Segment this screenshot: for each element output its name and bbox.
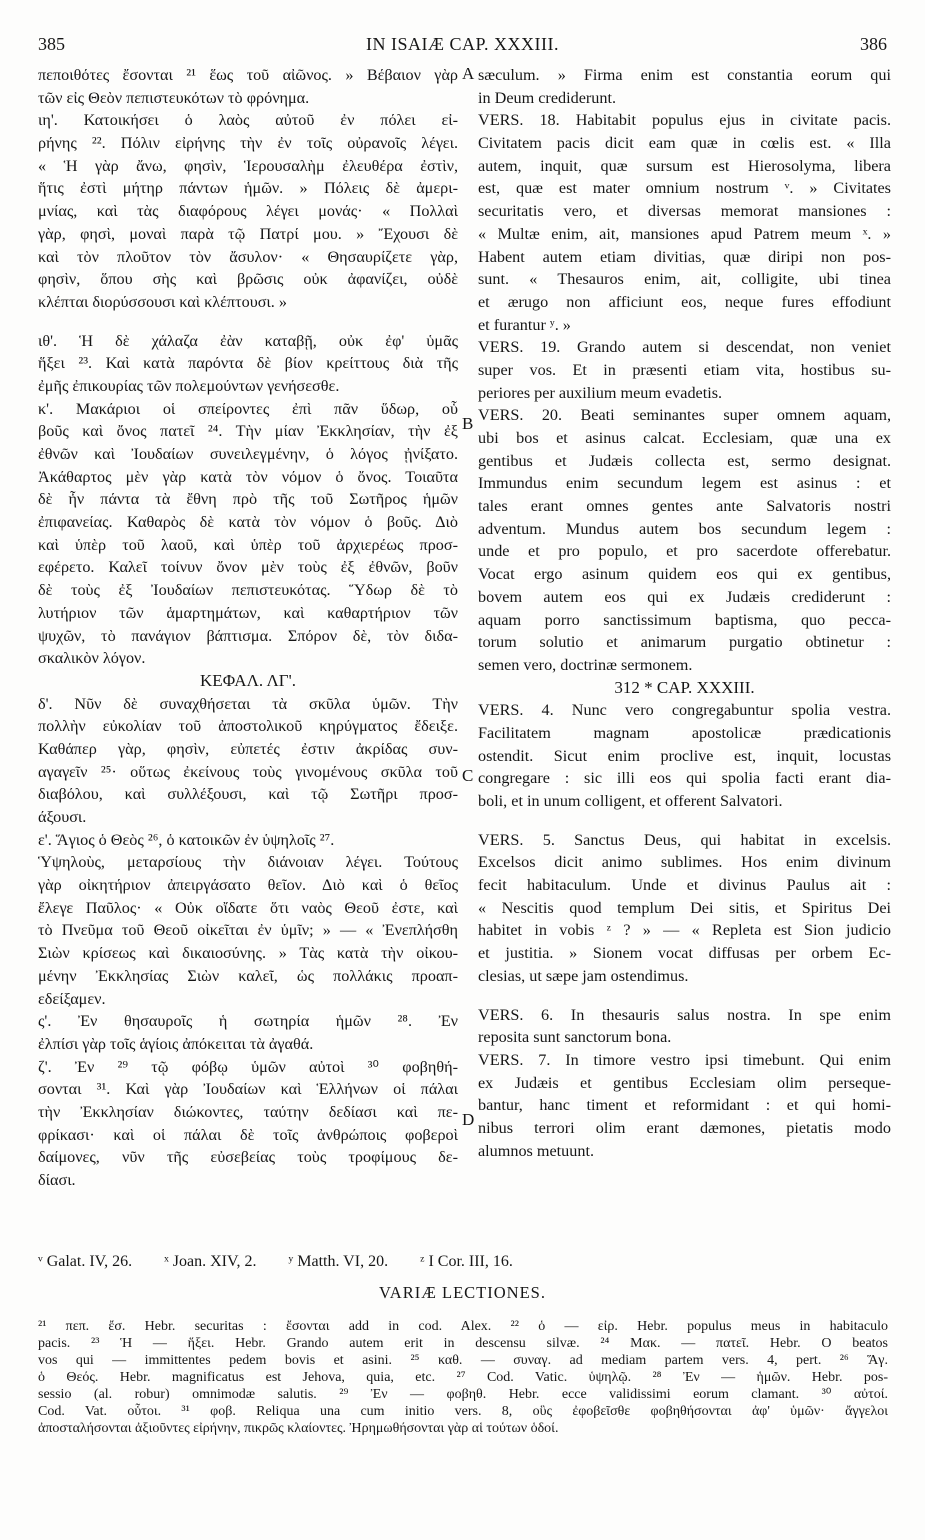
greek-text-line: φησὶν, ὅπου σὴς καὶ βρῶσις οὐκ ἀφανίζει, οὐδὲ	[38, 270, 458, 289]
greek-text-line: ἥτις ἐστὶ μήτηρ πάντων ἡμῶν. » Πόλεις δὲ ἀμερι-	[38, 179, 458, 198]
latin-text-line: VERS. 19. Grando autem si descendat, non veniet	[478, 338, 891, 357]
greek-text-line: μνίας, καὶ τὰς διαφόρους λέγει μονάς· « Πολλαὶ	[38, 202, 458, 221]
variae-lectiones-title: VARIÆ LECTIONES.	[379, 1283, 546, 1302]
latin-text-line: VERS. 5. Sanctus Deus, qui habitat in excelsis.	[478, 830, 891, 849]
greek-text-line: τῶν εἰς Θεὸν πεπιστευκότων τὸ φρόνημα.	[38, 88, 310, 107]
greek-text-line: ρήνης ²². Πόλιν εἰρήνης τὴν ἐν τοῖς οὐρανοῖς λέγει.	[38, 134, 458, 153]
latin-text-line: ex Judæis et gentibus Ecclesiam olim perseque-	[478, 1073, 891, 1092]
latin-text-line: bantur, hanc timent et reformidant : et qui homi-	[478, 1096, 891, 1115]
latin-text-line: reposita sunt sanctorum bona.	[478, 1028, 672, 1047]
latin-text-line: boli, et in unum colligent, et offerent Salvatori.	[478, 792, 783, 810]
greek-text-line: δαίμονες, νῦν τῆς εὐσεβείας τοὺς τροφίμους δε-	[38, 1148, 458, 1167]
latin-text-line: bovem autem eos qui ex Judæis crediderunt :	[478, 587, 891, 606]
latin-text-line: est, quæ est mater omnium nostrum ᵛ. » Civitates	[478, 179, 891, 198]
margin-marker-c: C	[462, 766, 474, 785]
margin-marker-d: D	[462, 1110, 475, 1129]
latin-text-line: nibus terrori olim erant dæmones, pietatis modo	[478, 1118, 891, 1137]
latin-text-line: sunt. « Thesauros enim, ait, colligite, ubi tinea	[478, 270, 891, 289]
greek-text-line: ς'. Ἐν θησαυροῖς ἡ σωτηρία ἡμῶν ²⁸. Ἐν	[38, 1012, 458, 1031]
latin-text-line: gentibus et Judæis collecta est, sermo designat.	[478, 451, 891, 470]
latin-text-line: Facilitatem magnam apostolicæ prædicationis	[478, 723, 891, 742]
greek-text-line: Ὑψηλοὺς, μεταρσίους τὴν διάνοιαν λέγει. Τούτους	[38, 853, 458, 872]
greek-text-line: καὶ ὑπὲρ τοῦ λαοῦ, καὶ ὑπὲρ τοῦ ἀρχιερέως προσ-	[38, 535, 458, 554]
latin-text-line: ubi bos et asinus calcat. Ecclesiam, quæ una ex	[478, 429, 891, 447]
cross-reference: ʸ Matth. VI, 20.	[288, 1253, 389, 1270]
greek-text-line: τὸ Πνεῦμα τοῦ Θεοῦ οἰκεῖται ἐν ὑμῖν; » — « Ἐνεπλήσθη	[38, 921, 458, 940]
greek-text-line: εδείξαμεν.	[38, 989, 106, 1008]
latin-text-line: sæculum. » Firma enim est constantia eorum qui	[478, 66, 891, 84]
paragraph-gap	[478, 813, 891, 829]
latin-text-line: fecit habitaculum. Unde et divinus Paulus ait :	[478, 876, 891, 895]
greek-text-line: σονται ³¹. Καὶ γὰρ Ἰουδαίων καὶ Ἑλλήνων οἱ πάλαι	[38, 1080, 458, 1099]
section-heading: 312 * CAP. XXXIII.	[614, 677, 755, 697]
greek-text-line: γὰρ οἰκητήριον ἀπειργάσατο θεῖον. Διὸ καὶ ὁ θεῖος	[38, 876, 458, 895]
latin-text-line: et furantur ʸ. »	[478, 315, 571, 334]
margin-marker-a: A	[462, 64, 475, 83]
variant-note-line: pacis. ²³ Ἡ — ἥξει. Hebr. Grando autem erit in descensu silvæ. ²⁴ Μακ. — πατεῖ. Hebr. O beatos	[38, 1336, 888, 1351]
latin-text-line: adventum. Mundus autem bos secundum legem :	[478, 519, 891, 538]
latin-text-line: tales erant omnes gentes ante Salvatoris nostri	[478, 497, 891, 516]
margin-marker-b: B	[462, 414, 474, 433]
greek-text-line: καὶ τὸν πλοῦτον τὸν ἄσυλον· « Θησαυρίζετε γὰρ,	[38, 247, 458, 266]
greek-text-line: εφέρετο. Καλεῖ τοίνυν ὄνον μὲν τοὺς ἐξ ἐθνῶν, βοῦν	[38, 558, 458, 577]
latin-text-line: semen vero, doctrinæ sermonem.	[478, 655, 693, 674]
latin-text-line: Civitatem pacis dicit eam quæ in cœlis est. « Illa	[478, 134, 891, 153]
greek-text-line: ψυχῶν, τὸ πανάγιον βάπτισμα. Σπόρον δὲ, τὸν διδα-	[38, 626, 458, 645]
greek-text-line: μένην Ἐκκλησίας Σιὼν καλεῖ, ὡς πολλάκις προαπ-	[38, 966, 458, 985]
greek-text-line: άξουσι.	[38, 808, 87, 826]
greek-text-line: δίασι.	[38, 1171, 76, 1189]
greek-text-line: πεποιθότες ἔσονται ²¹ ἕως τοῦ αἰῶνος. » Βέβαιον γὰρ	[38, 66, 458, 84]
latin-text-line: aquam porro sanctissimum baptisma, quo pecca-	[478, 610, 891, 629]
greek-text-line: ἐπιφανείας. Καθαρὸς δὲ κατὰ τὸν νόμον ὁ βοῦς. Διὸ	[38, 513, 458, 532]
latin-text-line: « Multæ enim, ait, mansiones apud Patrem meum ˣ. »	[478, 224, 891, 243]
greek-text-line: πολλὴν εὐκολίαν τοῦ ἀποστολικοῦ κηρύγματος ἔδειξε.	[38, 717, 458, 736]
latin-text-line: Habent autem etiam divitias, quæ diripi non pos-	[478, 247, 891, 266]
cross-reference: ˣ Joan. XIV, 2.	[164, 1253, 257, 1270]
greek-text-line: σκαλικὸν λόγον.	[38, 649, 146, 668]
greek-text-line: Καθάπερ γὰρ, φησὶν, εὐπετές ἐστιν ἀκρίδας συν-	[38, 739, 458, 758]
variae-lectiones-notes	[38, 1318, 888, 1437]
greek-text-line: ἥξει ²³. Καὶ κατὰ παρόντα δὲ βίον κρείττους διὰ τῆς	[38, 354, 458, 373]
latin-text-line: unde et pro populo, et pro sacerdote offerebatur.	[478, 542, 891, 561]
greek-text-line: γὰρ, φησὶ, μοναὶ παρὰ τῷ Πατρί μου. » Ἔχουσι δὲ	[38, 224, 458, 243]
variant-note-line: Cod. Vat. οὗτοι. ³¹ φοβ. Reliqua una cum initio vers. 8, οὓς ἐφοβεῖσθε φοβηθήσονται ἀφ' ὑμῶν· ἄγγελοι	[38, 1404, 888, 1419]
latin-text-line: clesias, ut sæpe jam ostendimus.	[478, 966, 689, 985]
variant-note-line: ²¹ πεπ. ἔσ. Hebr. securitas : ἔσονται add in cod. Alex. ²² ὁ — εἰρ. Hebr. populus meus in habitaculo	[38, 1319, 888, 1334]
latin-text-line: « Nescitis quod templum Dei sitis, et Spiritus Dei	[478, 898, 891, 917]
running-title: IN ISAIÆ CAP. XXXIII.	[366, 34, 559, 54]
latin-text-line: Excelsos dicit animo sublimes. Hos enim divinum	[478, 853, 891, 872]
greek-text-line: Σιὼν κρίσεως καὶ δικαιοσύνης. » Τὰς κατὰ τὴν οἰκου-	[38, 944, 458, 963]
greek-text-line: λυτήριον τῶν ἁμαρτημάτων, καὶ καθαρτήριον τῶν	[38, 603, 458, 622]
latin-text-line: et ærugo non afficiunt eos, neque fures effodiunt	[478, 292, 891, 311]
latin-text-line: ostendit. Sicut enim proclive est, inquit, locustas	[478, 746, 891, 765]
latin-text-line: habitet in vobis ᶻ ? » — « Repleta est Sion judicio	[478, 921, 891, 940]
variant-note-line: sessio (al. robur) omnimodæ salutis. ²⁹ Ἐν — φοβηθ. Hebr. ecce validissimi eorum clamant. ³⁰ αὐτοί.	[38, 1387, 888, 1402]
paragraph-gap	[38, 314, 458, 330]
greek-column	[38, 64, 458, 1192]
latin-text-line: VERS. 4. Nunc vero congregabuntur spolia vestra.	[478, 701, 891, 720]
latin-text-line: congregare : sic illi eos qui spolia facti erant dia-	[478, 769, 891, 788]
greek-text-line: αγαγεῖν ²⁵· οὕτως ἐκείνους τοὺς γινομένους σκῦλα τοῦ	[38, 762, 458, 781]
page-number-left: 385	[38, 34, 65, 54]
greek-text-line: δὲ τοὺς ἐξ Ἰουδαίων πεπιστευκότας. Ὕδωρ δὲ τὸ	[38, 581, 458, 600]
cross-references	[38, 1249, 888, 1275]
latin-text-line: periores per auxilium meum evadetis.	[478, 383, 723, 402]
greek-text-line: ἐλπίσι γὰρ τοῖς ἁγίοις ἀπόκειται τὰ ἀγαθά.	[38, 1034, 314, 1053]
latin-text-line: in Deum crediderunt.	[478, 88, 616, 107]
greek-text-line: ἐθνῶν καὶ Ἰουδαίων συνειλεγμένην, ὁ λόγος ᾐνίξατο.	[38, 445, 458, 463]
greek-text-line: φρίκασι· καὶ οἱ πάλαι δὲ τοῖς ἀνθρώποις φοβεροὶ	[38, 1125, 458, 1144]
greek-text-line: ζ'. Ἐν ²⁹ τῷ φόβῳ ὑμῶν αὐτοὶ ³⁰ φοβηθή-	[38, 1057, 458, 1076]
latin-text-line: VERS. 6. In thesauris salus nostra. In spe enim	[478, 1005, 891, 1024]
greek-text-line: ιθ'. Ἡ δὲ χάλαζα ἐὰν καταβῇ, οὐκ ἐφ' ὑμᾶς	[38, 331, 458, 350]
variant-note-line: ὁ Θεός. Hebr. magnificatus est Jehova, quia, etc. ²⁷ Cod. Vatic. ὑψηλῷ. ²⁸ Ἐν — ἡμῶν. Hebr. pos-	[38, 1370, 888, 1385]
latin-text-line: Vocat ergo asinum quidem eos qui ex gentibus,	[478, 565, 891, 584]
greek-text-line: ἐμῆς ἐπικουρίας τῶν πολεμούντων γενήσεσθε.	[38, 376, 340, 395]
latin-column	[478, 64, 891, 1162]
greek-text-line: κ'. Μακάριοι οἱ σπείροντες ἐπὶ πᾶν ὕδωρ, οὗ	[38, 399, 458, 418]
latin-text-line: VERS. 18. Habitabit populus ejus in civitate pacis.	[478, 111, 891, 130]
greek-text-line: ἔλεγε Παῦλος· « Οὐκ οἴδατε ὅτι ναὸς Θεοῦ ἐστε, καὶ	[38, 898, 458, 917]
variant-note-line: ἀποσταλήσονται ἀξιοῦντες εἰρήνην, πικρῶς κλαίοντες. Ἠρημωθήσονται γὰρ αἱ τούτων ὁδοί.	[38, 1421, 559, 1436]
variant-note-line: vos qui — immittentes pedem bovis et asini. ²⁵ καθ. — συναγ. ad mediam partem vers. 4, pert. ²⁶ Ἅγ.	[38, 1353, 888, 1368]
latin-text-line: VERS. 20. Beati seminantes super omnem aquam,	[478, 406, 891, 425]
latin-text-line: torum solutio et animarum purgatio obtinetur :	[478, 633, 891, 652]
greek-text-line: δ'. Νῦν δὲ συναχθήσεται τὰ σκῦλα ὑμῶν. Τὴν	[38, 694, 458, 713]
greek-text-line: « Ἡ γὰρ ἄνω, φησὶν, Ἱερουσαλὴμ ἐλευθέρα ἐστὶν,	[38, 156, 458, 175]
latin-text-line: alumnos metuunt.	[478, 1141, 594, 1160]
page-number-right: 386	[860, 34, 887, 54]
paragraph-gap	[478, 988, 891, 1004]
latin-text-line: Immundus enim secundum legem est asinus : et	[478, 474, 891, 493]
greek-text-line: ιη'. Κατοικήσει ὁ λαὸς αὐτοῦ ἐν πόλει εἰ-	[38, 111, 458, 130]
latin-text-line: et justitia. » Sionem vocat diffusas per orbem Ec-	[478, 944, 891, 963]
greek-text-line: ε'. Ἅγιος ὁ Θεὸς ²⁶, ὁ κατοικῶν ἐν ὑψηλοῖς ²⁷.	[38, 830, 335, 849]
greek-text-line: Ἀκάθαρτος μὲν γὰρ κατὰ τὸν νόμον ὁ ὄνος. Τοιαῦτα	[38, 467, 458, 486]
latin-text-line: VERS. 7. In timore vestro ipsi timebunt. Qui enim	[478, 1050, 891, 1069]
greek-text-line: τὴν Ἐκκλησίαν διώκοντες, ταύτην δεδίασι καὶ πε-	[38, 1102, 458, 1121]
latin-text-line: super vos. Et in præsenti etiam vita, hostibus su-	[478, 360, 891, 379]
cross-reference: ᵛ Galat. IV, 26.	[38, 1253, 133, 1270]
latin-text-line: autem, inquit, quæ sursum est Hierosolyma, libera	[478, 156, 891, 175]
greek-text-line: δὲ ἦν πάντα τὰ ἔθνη πρὸ τῆς τοῦ Σωτῆρος ἡμῶν	[38, 490, 458, 509]
greek-text-line: βοῦς καὶ ὄνος πατεῖ ²⁴. Τὴν μίαν Ἐκκλησίαν, τὴν ἐξ	[38, 422, 458, 441]
greek-text-line: κλέπται διορύσσουσι καὶ κλέπτουσι. »	[38, 292, 287, 311]
latin-text-line: securitatis vero, et diversas memorat mansiones :	[478, 202, 891, 221]
cross-reference: ᶻ I Cor. III, 16.	[420, 1253, 513, 1270]
greek-text-line: διαβόλου, καὶ συλλέξουσι, καὶ τῷ Σωτῆρι προσ-	[38, 785, 458, 804]
section-heading: ΚΕΦΑΛ. ΛΓ'.	[200, 670, 296, 690]
